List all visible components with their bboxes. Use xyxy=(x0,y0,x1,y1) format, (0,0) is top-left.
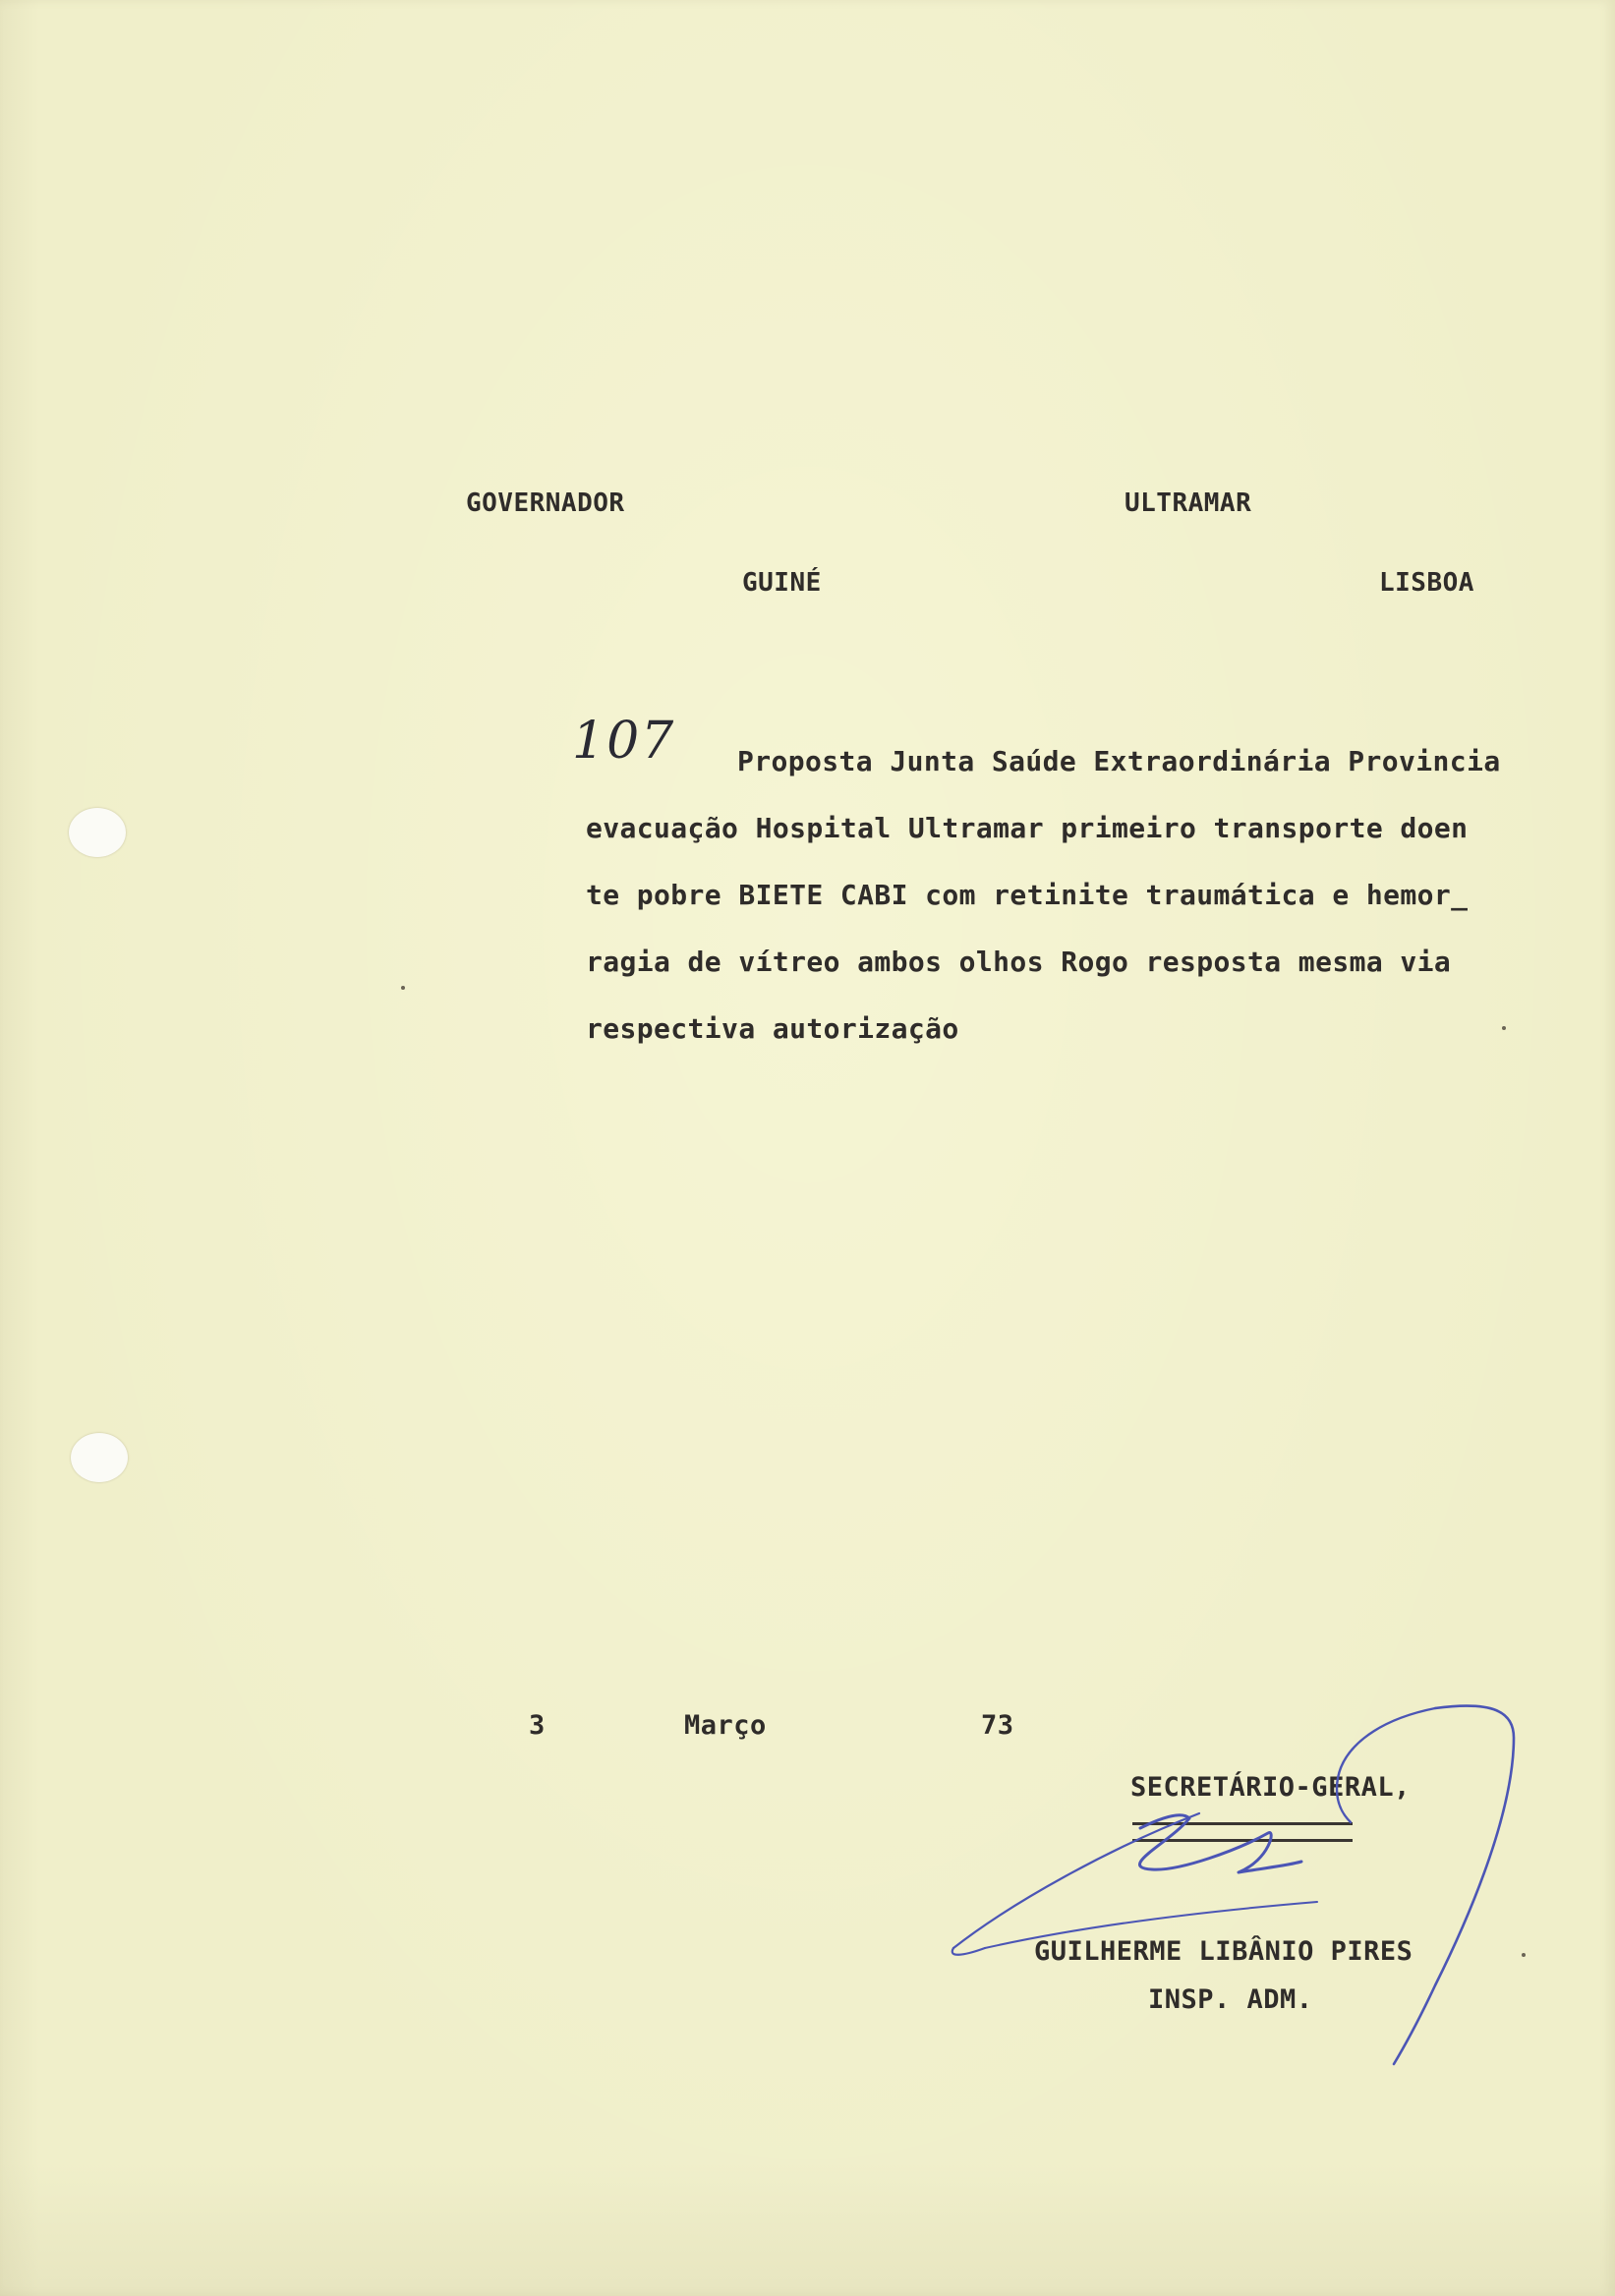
punch-hole xyxy=(69,808,126,857)
signatory-name: GUILHERME LIBÂNIO PIRES xyxy=(1034,1936,1413,1967)
handwritten-signature xyxy=(924,1691,1573,2084)
punch-hole xyxy=(71,1433,128,1482)
recipient-place: LISBOA xyxy=(1379,568,1474,598)
message-number-handwritten: 107 xyxy=(572,712,676,771)
message-body-line: ragia de vítreo ambos olhos Rogo resposta mesma via xyxy=(586,946,1452,978)
date-year: 73 xyxy=(981,1710,1014,1741)
sender-place: GUINÉ xyxy=(742,568,822,598)
sender-title: GOVERNADOR xyxy=(466,488,625,518)
message-body-line: evacuação Hospital Ultramar primeiro transporte doen xyxy=(586,812,1469,844)
ink-speck xyxy=(1522,1953,1526,1957)
date-day: 3 xyxy=(529,1710,546,1741)
message-body-line: te pobre BIETE CABI com retinite traumática e hemor_ xyxy=(586,879,1469,911)
message-body-line: Proposta Junta Saúde Extraordinária Provincia xyxy=(737,745,1501,777)
message-body-line: respectiva autorização xyxy=(586,1012,959,1045)
date-month: Março xyxy=(684,1710,767,1741)
ink-speck xyxy=(1502,1026,1506,1030)
recipient-title: ULTRAMAR xyxy=(1125,488,1252,518)
ink-speck xyxy=(401,986,405,990)
signatory-title: SECRETÁRIO-GERAL, xyxy=(1130,1772,1411,1803)
signatory-role: INSP. ADM. xyxy=(1148,1984,1313,2015)
